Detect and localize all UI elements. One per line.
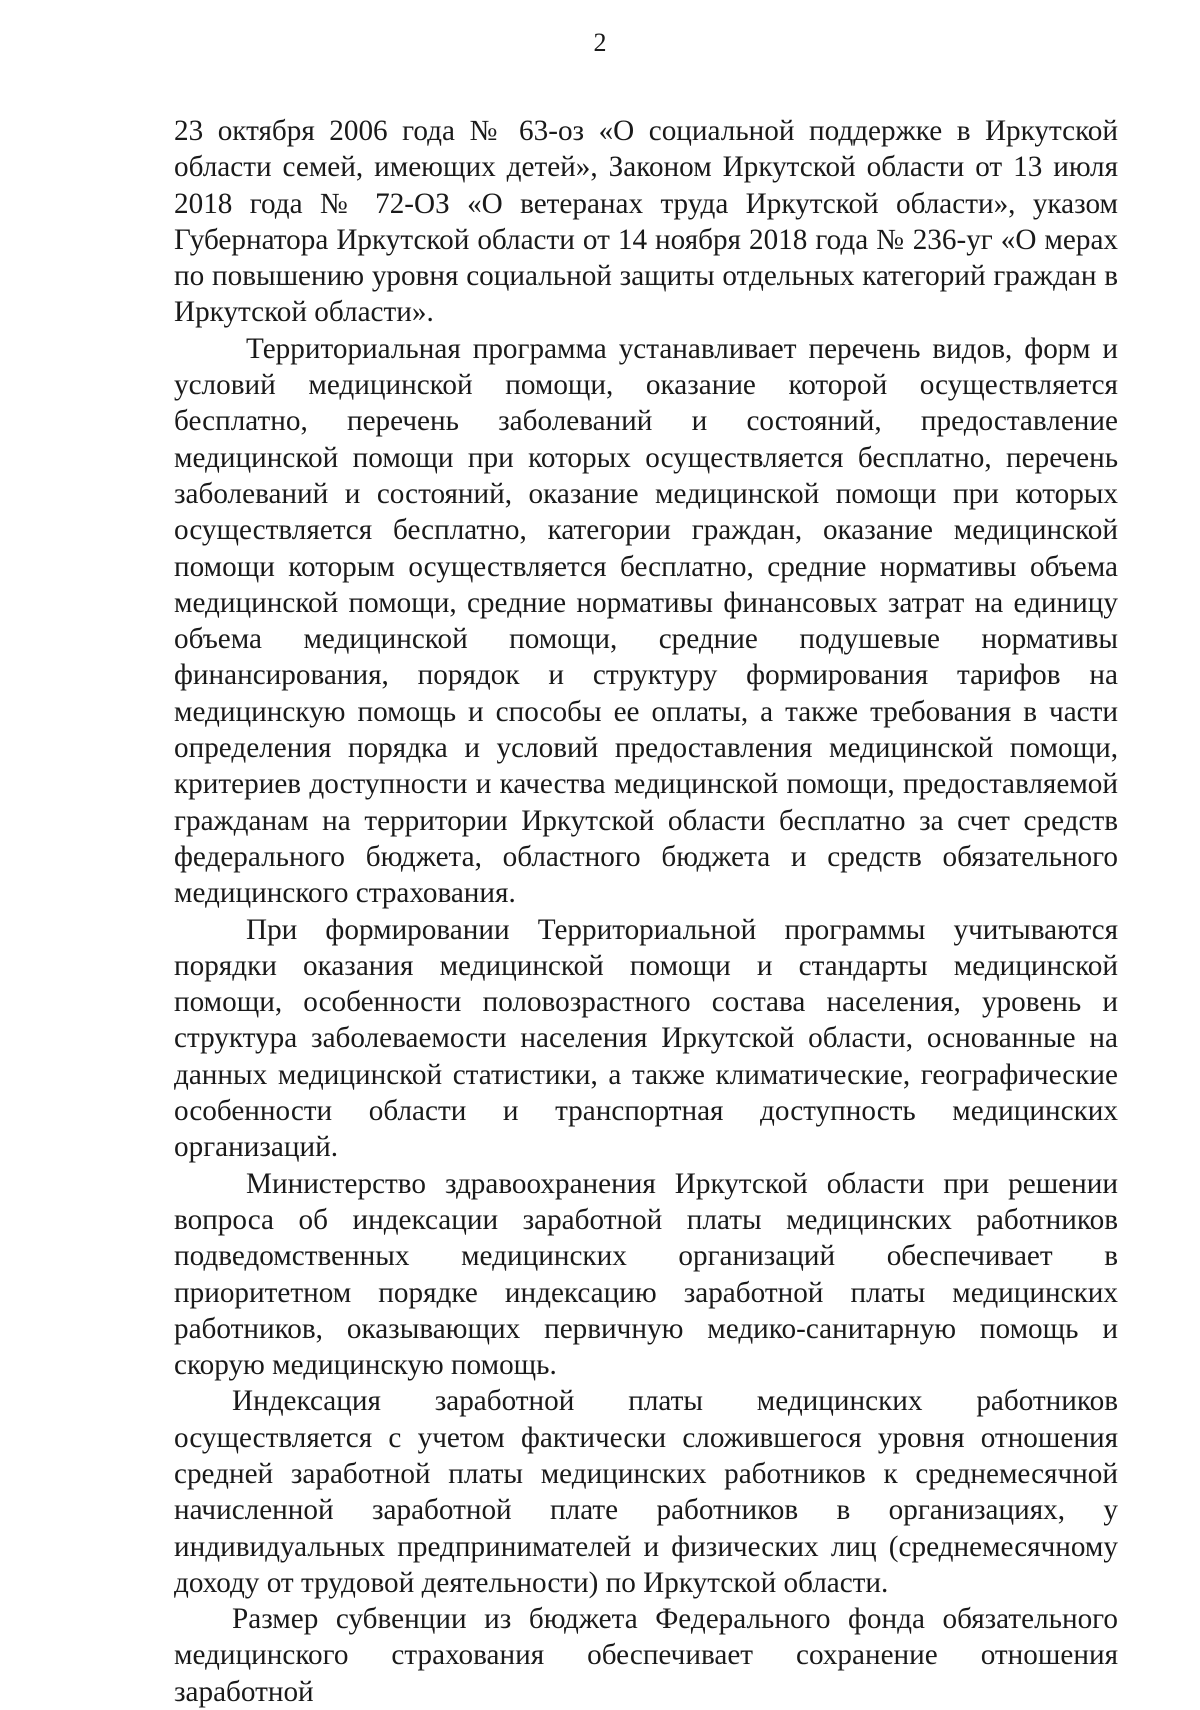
page-number: 2 — [593, 28, 607, 57]
paragraph-6: Размер субвенции из бюджета Федерального фонда обязательного медицинского страхования обеспечивает сохранение отношения заработной — [174, 1603, 1118, 1708]
paragraph-3: При формировании Территориальной программы учитываются порядки оказания медицинской помощи и стандарты медицинской помощи, особенности половозрастного состава населения, уровень и структура заболеваемости населения Иркутской области, основанные на данных медицинской статистики, а также климатические, географические особенности области и транспортная доступность медицинских организаций. — [174, 913, 1118, 1164]
document-body — [174, 113, 1118, 1710]
paragraph-5: Индексация заработной платы медицинских работников осуществляется с учетом фактически сложившегося уровня отношения средней заработной платы медицинских работников к среднемесячной начисленной заработной плате работников в организациях, у индивидуальных предпринимателей и физических лиц (среднемесячному доходу от трудовой деятельности) по Иркутской области. — [174, 1385, 1118, 1599]
paragraph-4: Министерство здравоохранения Иркутской области при решении вопроса об индексации заработной платы медицинских работников подведомственных медицинских организаций обеспечивает в приоритетном порядке индексацию заработной платы медицинских работников, оказывающих первичную медико-санитарную помощь и скорую медицинскую помощь. — [174, 1167, 1118, 1382]
paragraph-2: Территориальная программа устанавливает перечень видов, форм и условий медицинской помощи, оказание которой осуществляется бесплатно, перечень заболеваний и состояний, предоставление медицинской помощи при которых осуществляется бесплатно, перечень заболеваний и состояний, оказание медицинской помощи при которых осуществляется бесплатно, категории граждан, оказание медицинской помощи которым осуществляется бесплатно, средние нормативы объема медицинской помощи, средние нормативы финансовых затрат на единицу объема медицинской помощи, средние подушевые нормативы финансирования, порядок и структуру формирования тарифов на медицинскую помощь и способы ее оплаты, а также требования в части определения порядка и условий предоставления медицинской помощи, критериев доступности и качества медицинской помощи, предоставляемой гражданам на территории Иркутской области бесплатно за счет средств федерального бюджета, областного бюджета и средств обязательного медицинского страхования. — [174, 332, 1118, 910]
paragraph-1: 23 октября 2006 года № 63-оз «О социальной поддержке в Иркутской области семей, имеющих детей», Законом Иркутской области от 13 июля 2018 года № 72-ОЗ «О ветеранах труда Иркутской области», указом Губернатора Иркутской области от 14 ноября 2018 года № 236-уг «О мерах по повышению уровня социальной защиты отдельных категорий граждан в Иркутской области». — [174, 115, 1118, 329]
